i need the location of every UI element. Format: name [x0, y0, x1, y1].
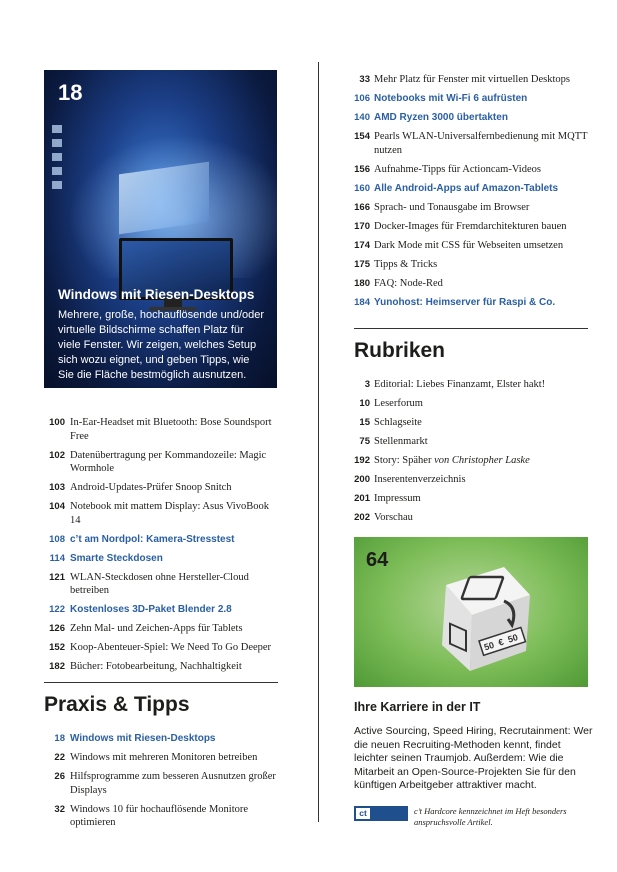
toc-title: Schlagseite: [374, 417, 422, 428]
toc-page-number: 170: [354, 220, 370, 232]
toc-page-number: 166: [354, 201, 370, 213]
toc-title: Windows mit mehreren Monitoren betreiben: [70, 752, 258, 763]
section-rule: [44, 682, 278, 683]
toc-title: Android-Updates-Prüfer Snoop Snitch: [70, 482, 232, 493]
toc-entry[interactable]: [354, 220, 594, 234]
cube-label-50b: 50: [506, 632, 520, 645]
toc-page-number: 10: [359, 398, 370, 409]
toc-page-number: 175: [354, 258, 370, 270]
toc-entry[interactable]: [354, 296, 594, 310]
toc-entry[interactable]: [354, 130, 594, 157]
toc-title: WLAN-Steckdosen ohne Hersteller-Cloud betreiben: [70, 571, 249, 596]
column-divider: [318, 62, 319, 822]
toc-page-number: 182: [49, 661, 65, 672]
left-contents-list: [44, 416, 279, 679]
toc-entry[interactable]: [354, 277, 594, 291]
toc-page-number: 3: [364, 379, 370, 390]
toc-entry[interactable]: [354, 473, 594, 487]
toc-title: Leserforum: [374, 398, 423, 409]
toc-entry[interactable]: [354, 258, 594, 272]
section-rule: [354, 328, 588, 329]
toc-page-number: 104: [49, 501, 65, 512]
feature-description: Mehrere, große, hochauflösende und/oder virtuelle Bildschirme schaffen Platz für viele Fenster. Wir zeigen, welches Setup sich wozu eignet, und geben Tipps, wie Sie die Fläche bestmöglich ausnutzen.: [58, 309, 265, 381]
toc-title: Aufnahme-Tipps für Actioncam-Videos: [374, 163, 541, 175]
praxis-heading: Praxis & Tipps: [44, 693, 190, 716]
toc-title: Yunohost: Heimserver für Raspi & Co.: [374, 296, 556, 308]
career-title: Ihre Karriere in der IT: [354, 700, 481, 714]
toc-page-number: 102: [49, 449, 65, 461]
toc-title: Mehr Platz für Fenster mit virtuellen Desktops: [374, 74, 570, 85]
toc-page-number: 154: [354, 131, 370, 142]
feature-page-number: 18: [58, 80, 83, 105]
toc-entry[interactable]: [354, 454, 594, 468]
toc-page-number: 22: [54, 752, 65, 763]
toc-entry[interactable]: [44, 481, 279, 495]
toc-title: Pearls WLAN-Universalfernbedienung mit MQTT nutzen: [374, 131, 588, 156]
toc-title: Kostenloses 3D-Paket Blender 2.8: [70, 604, 232, 615]
toc-page-number: 106: [354, 93, 370, 104]
toc-title: c’t am Nordpol: Kamera-Stresstest: [70, 533, 235, 545]
toc-entry[interactable]: [44, 641, 279, 655]
toc-entry[interactable]: [44, 533, 279, 547]
toc-page-number: 103: [49, 482, 65, 493]
toc-page-number: 18: [54, 733, 65, 744]
toc-entry[interactable]: [354, 397, 594, 411]
toc-page-number: 33: [359, 74, 370, 85]
toc-entry[interactable]: [354, 435, 594, 449]
toc-page-number: 114: [49, 552, 65, 564]
toc-title: Inserentenverzeichnis: [374, 474, 466, 485]
toc-page-number: 126: [49, 623, 65, 634]
toc-title: Datenübertragung per Kommandozeile: Magic Wormhole: [70, 449, 267, 474]
toc-entry[interactable]: [354, 492, 594, 506]
toc-entry[interactable]: [44, 603, 279, 617]
hardcore-note: c’t Hardcore kennzeichnet im Heft besonders anspruchsvolle Artikel.: [414, 806, 567, 827]
toc-title: Stellenmarkt: [374, 436, 428, 447]
toc-title: Story: Späher: [374, 455, 432, 466]
rubriken-contents-list: [354, 378, 594, 530]
toc-title: Smarte Steckdosen: [70, 552, 163, 564]
hardcore-badge-label: Hardcore: [354, 823, 392, 833]
toc-title: Koop-Abenteuer-Spiel: We Need To Go Deeper: [70, 642, 272, 653]
toc-page-number: 160: [354, 182, 370, 194]
toc-entry[interactable]: [354, 73, 594, 87]
toc-page-number: 201: [354, 493, 370, 504]
toc-page-number: 75: [359, 436, 370, 447]
toc-entry[interactable]: [44, 571, 279, 598]
career-description: Active Sourcing, Speed Hiring, Recrutainment: Wer die neuen Recruiting-Methoden kennt, findet leichter seinen Traumjob. Außerdem: Wie die Mitarbeit an Open-Source-Projekten Sie für den künftigen Arbeitgeber attraktiver macht.: [354, 725, 593, 791]
toc-page-number: 174: [354, 239, 370, 251]
toc-entry[interactable]: [44, 500, 279, 527]
toc-entry[interactable]: [44, 449, 279, 476]
toc-entry[interactable]: [44, 770, 279, 797]
right-contents-list: [354, 73, 594, 315]
toc-entry[interactable]: [44, 803, 279, 830]
cube-label-50: 50: [482, 639, 496, 653]
toc-author: von Christopher Laske: [434, 455, 530, 466]
toc-entry[interactable]: [44, 622, 279, 636]
feature-article-card[interactable]: [44, 70, 277, 388]
toc-page-number: 200: [354, 474, 370, 485]
toc-title: In-Ear-Headset mit Bluetooth: Bose Soundsport Free: [70, 417, 272, 442]
toc-title: Vorschau: [374, 512, 413, 523]
toc-entry[interactable]: [354, 92, 594, 106]
toc-entry[interactable]: [354, 163, 594, 177]
toc-page-number: 156: [354, 163, 370, 175]
toc-page-number: 15: [359, 417, 370, 428]
toc-entry[interactable]: [354, 239, 594, 253]
toc-page-number: 32: [54, 803, 65, 815]
toc-title: Windows mit Riesen-Desktops: [70, 733, 216, 744]
toc-title: Sprach- und Tonausgabe im Browser: [374, 201, 530, 213]
dice-illustration: [354, 537, 588, 687]
toc-title: AMD Ryzen 3000 übertakten: [374, 112, 508, 123]
career-page-number: 64: [366, 549, 389, 571]
toc-title: Dark Mode mit CSS für Webseiten umsetzen: [374, 239, 564, 251]
rubriken-heading: Rubriken: [354, 339, 446, 362]
toc-page-number: 100: [49, 417, 65, 428]
hardcore-badge: [354, 806, 408, 833]
praxis-contents-list: [44, 732, 279, 835]
toc-entry[interactable]: [354, 201, 594, 215]
feature-title: Windows mit Riesen-Desktops: [58, 287, 255, 302]
windows-logo-pane: [119, 162, 209, 235]
toc-page-number: 140: [354, 112, 370, 123]
toc-title: Docker-Images für Fremdarchitekturen bauen: [374, 220, 567, 232]
toc-page-number: 121: [49, 571, 65, 583]
cube-label-euro: €: [497, 636, 505, 648]
toc-title: Editorial: Liebes Finanzamt, Elster hakt!: [374, 379, 546, 390]
toc-page-number: 202: [354, 512, 370, 523]
toc-entry[interactable]: [354, 111, 594, 125]
toc-title: Notebook mit mattem Display: Asus VivoBook 14: [70, 501, 269, 526]
ct-logo-icon: ct: [356, 808, 370, 819]
toc-page-number: 122: [49, 604, 65, 615]
toc-entry[interactable]: [354, 511, 594, 525]
toc-entry[interactable]: [354, 416, 594, 430]
toc-page-number: 108: [49, 533, 65, 545]
toc-title: Bücher: Fotobearbeitung, Nachhaltigkeit: [70, 661, 242, 672]
career-article-image[interactable]: [354, 537, 588, 687]
toc-title: Tipps & Tricks: [374, 258, 438, 270]
toc-entry[interactable]: [44, 751, 279, 765]
toc-entry[interactable]: [354, 378, 594, 392]
toc-page-number: 26: [54, 771, 65, 782]
toc-title: Alle Android-Apps auf Amazon-Tablets: [374, 182, 559, 194]
toc-page-number: 184: [354, 296, 370, 308]
toc-title: FAQ: Node-Red: [374, 277, 443, 289]
toc-title: Zehn Mal- und Zeichen-Apps für Tablets: [70, 623, 243, 634]
toc-entry[interactable]: [44, 660, 279, 674]
toc-title: Impressum: [374, 493, 421, 504]
toc-title: Notebooks mit Wi-Fi 6 aufrüsten: [374, 93, 528, 104]
toc-title: Windows 10 für hochauflösende Monitore optimieren: [70, 803, 249, 828]
toc-entry[interactable]: [44, 732, 279, 746]
toc-page-number: 192: [354, 455, 370, 466]
toc-entry[interactable]: [44, 552, 279, 566]
toc-title: Hilfsprogramme zum besseren Ausnutzen großer Displays: [70, 771, 276, 796]
toc-page-number: 180: [354, 277, 370, 289]
toc-entry[interactable]: [354, 182, 594, 196]
toc-page-number: 152: [49, 642, 65, 653]
toc-entry[interactable]: [44, 416, 279, 443]
